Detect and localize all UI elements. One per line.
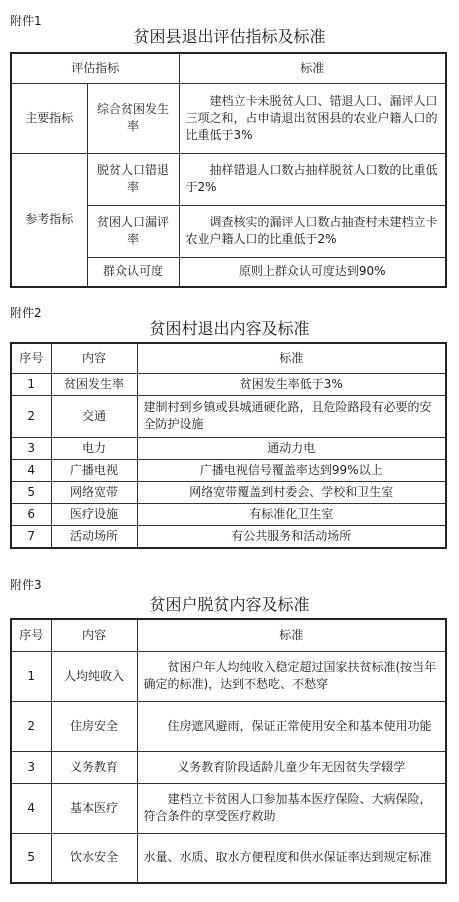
- item-cell: 贫困发生率: [51, 373, 137, 395]
- table-row: [11, 651, 446, 701]
- item-cell: 网络宽带: [51, 481, 137, 503]
- row-number: 2: [11, 395, 51, 437]
- standard-cell: 广播电视信号覆盖率达到99%以上: [137, 459, 446, 481]
- standard-cell: 通动力电: [137, 437, 446, 459]
- standard-cell: 建档立卡未脱贫人口、错退人口、漏评人口三项之和，占申请退出贫困县的农业户籍人口的比重低于3%: [179, 83, 446, 153]
- header-standard: 标准: [137, 619, 446, 651]
- indicator-cell: 综合贫困发生率: [87, 83, 179, 153]
- item-cell: 医疗设施: [51, 503, 137, 525]
- table-row: [11, 481, 446, 503]
- row-number: 1: [11, 651, 51, 701]
- header-standard: 标准: [179, 53, 446, 83]
- standard-cell: 住房遮风避雨，保证正常使用安全和基本使用功能: [137, 701, 446, 751]
- item-cell: 交通: [51, 395, 137, 437]
- indicator-cell: 脱贫人口错退率: [87, 153, 179, 205]
- standard-cell: 义务教育阶段适龄儿童少年无因贫失学辍学: [137, 751, 446, 783]
- indicator-cell: 群众认可度: [87, 257, 179, 287]
- standard-cell: 贫困户年人均纯收入稳定超过国家扶贫标准(按当年确定的标准)，达到不愁吃、不愁穿: [137, 651, 446, 701]
- item-cell: 人均纯收入: [51, 651, 137, 701]
- row-number: 5: [11, 481, 51, 503]
- row-number: 3: [11, 437, 51, 459]
- row-number: 5: [11, 833, 51, 883]
- table-header-row: [11, 343, 446, 373]
- standard-cell: 调查核实的漏评人口数占抽查村未建档立卡农业户籍人口的比重低于2%: [179, 205, 446, 257]
- standard-cell: 建档立卡贫困人口参加基本医疗保险、大病保险，符合条件的享受医疗救助: [137, 783, 446, 833]
- category-cell: 参考指标: [11, 153, 87, 287]
- item-cell: 广播电视: [51, 459, 137, 481]
- annex1-title: 贫困县退出评估指标及标准: [133, 27, 326, 46]
- annex3-label: 附件3: [10, 578, 42, 592]
- item-cell: 活动场所: [51, 525, 137, 548]
- annex1-label: 附件1: [10, 14, 42, 28]
- indicator-cell: 贫困人口漏评率: [87, 205, 179, 257]
- table-row: [11, 459, 446, 481]
- row-number: 4: [11, 783, 51, 833]
- annex2-label: 附件2: [10, 306, 42, 320]
- table-row: [11, 833, 446, 883]
- item-cell: 住房安全: [51, 701, 137, 751]
- table-row: [11, 751, 446, 783]
- annex3-table: [10, 618, 447, 884]
- header-no: 序号: [11, 619, 51, 651]
- item-cell: 电力: [51, 437, 137, 459]
- table-row: [11, 153, 446, 205]
- header-item: 内容: [51, 343, 137, 373]
- item-cell: 饮水安全: [51, 833, 137, 883]
- table-row: [11, 783, 446, 833]
- table-header-row: [11, 53, 446, 83]
- table-row: [11, 525, 446, 548]
- table-row: [11, 395, 446, 437]
- row-number: 1: [11, 373, 51, 395]
- table-row: [11, 437, 446, 459]
- row-number: 4: [11, 459, 51, 481]
- standard-cell: 水量、水质、取水方便程度和供水保证率达到规定标准: [137, 833, 446, 883]
- annex2-table: [10, 342, 447, 549]
- row-number: 3: [11, 751, 51, 783]
- table-row: [11, 373, 446, 395]
- annex2-title: 贫困村退出内容及标准: [149, 319, 310, 338]
- standard-cell: 有公共服务和活动场所: [137, 525, 446, 548]
- standard-cell: 网络宽带覆盖到村委会、学校和卫生室: [137, 481, 446, 503]
- standard-cell: 有标准化卫生室: [137, 503, 446, 525]
- standard-cell: 原则上群众认可度达到90%: [179, 257, 446, 287]
- row-number: 6: [11, 503, 51, 525]
- table-header-row: [11, 619, 446, 651]
- row-number: 2: [11, 701, 51, 751]
- item-cell: 义务教育: [51, 751, 137, 783]
- header-no: 序号: [11, 343, 51, 373]
- category-cell: 主要指标: [11, 83, 87, 153]
- table-row: [11, 503, 446, 525]
- header-indicator: 评估指标: [11, 53, 179, 83]
- header-standard: 标准: [137, 343, 446, 373]
- table-row: [11, 83, 446, 153]
- item-cell: 基本医疗: [51, 783, 137, 833]
- standard-cell: 建制村到乡镇或县城通硬化路，且危险路段有必要的安全防护设施: [137, 395, 446, 437]
- table-row: [11, 701, 446, 751]
- standard-cell: 抽样错退人口数占抽样脱贫人口数的比重低于2%: [179, 153, 446, 205]
- annex3-title: 贫困户脱贫内容及标准: [149, 595, 310, 614]
- row-number: 7: [11, 525, 51, 548]
- header-item: 内容: [51, 619, 137, 651]
- standard-cell: 贫困发生率低于3%: [137, 373, 446, 395]
- annex1-table: [10, 52, 447, 288]
